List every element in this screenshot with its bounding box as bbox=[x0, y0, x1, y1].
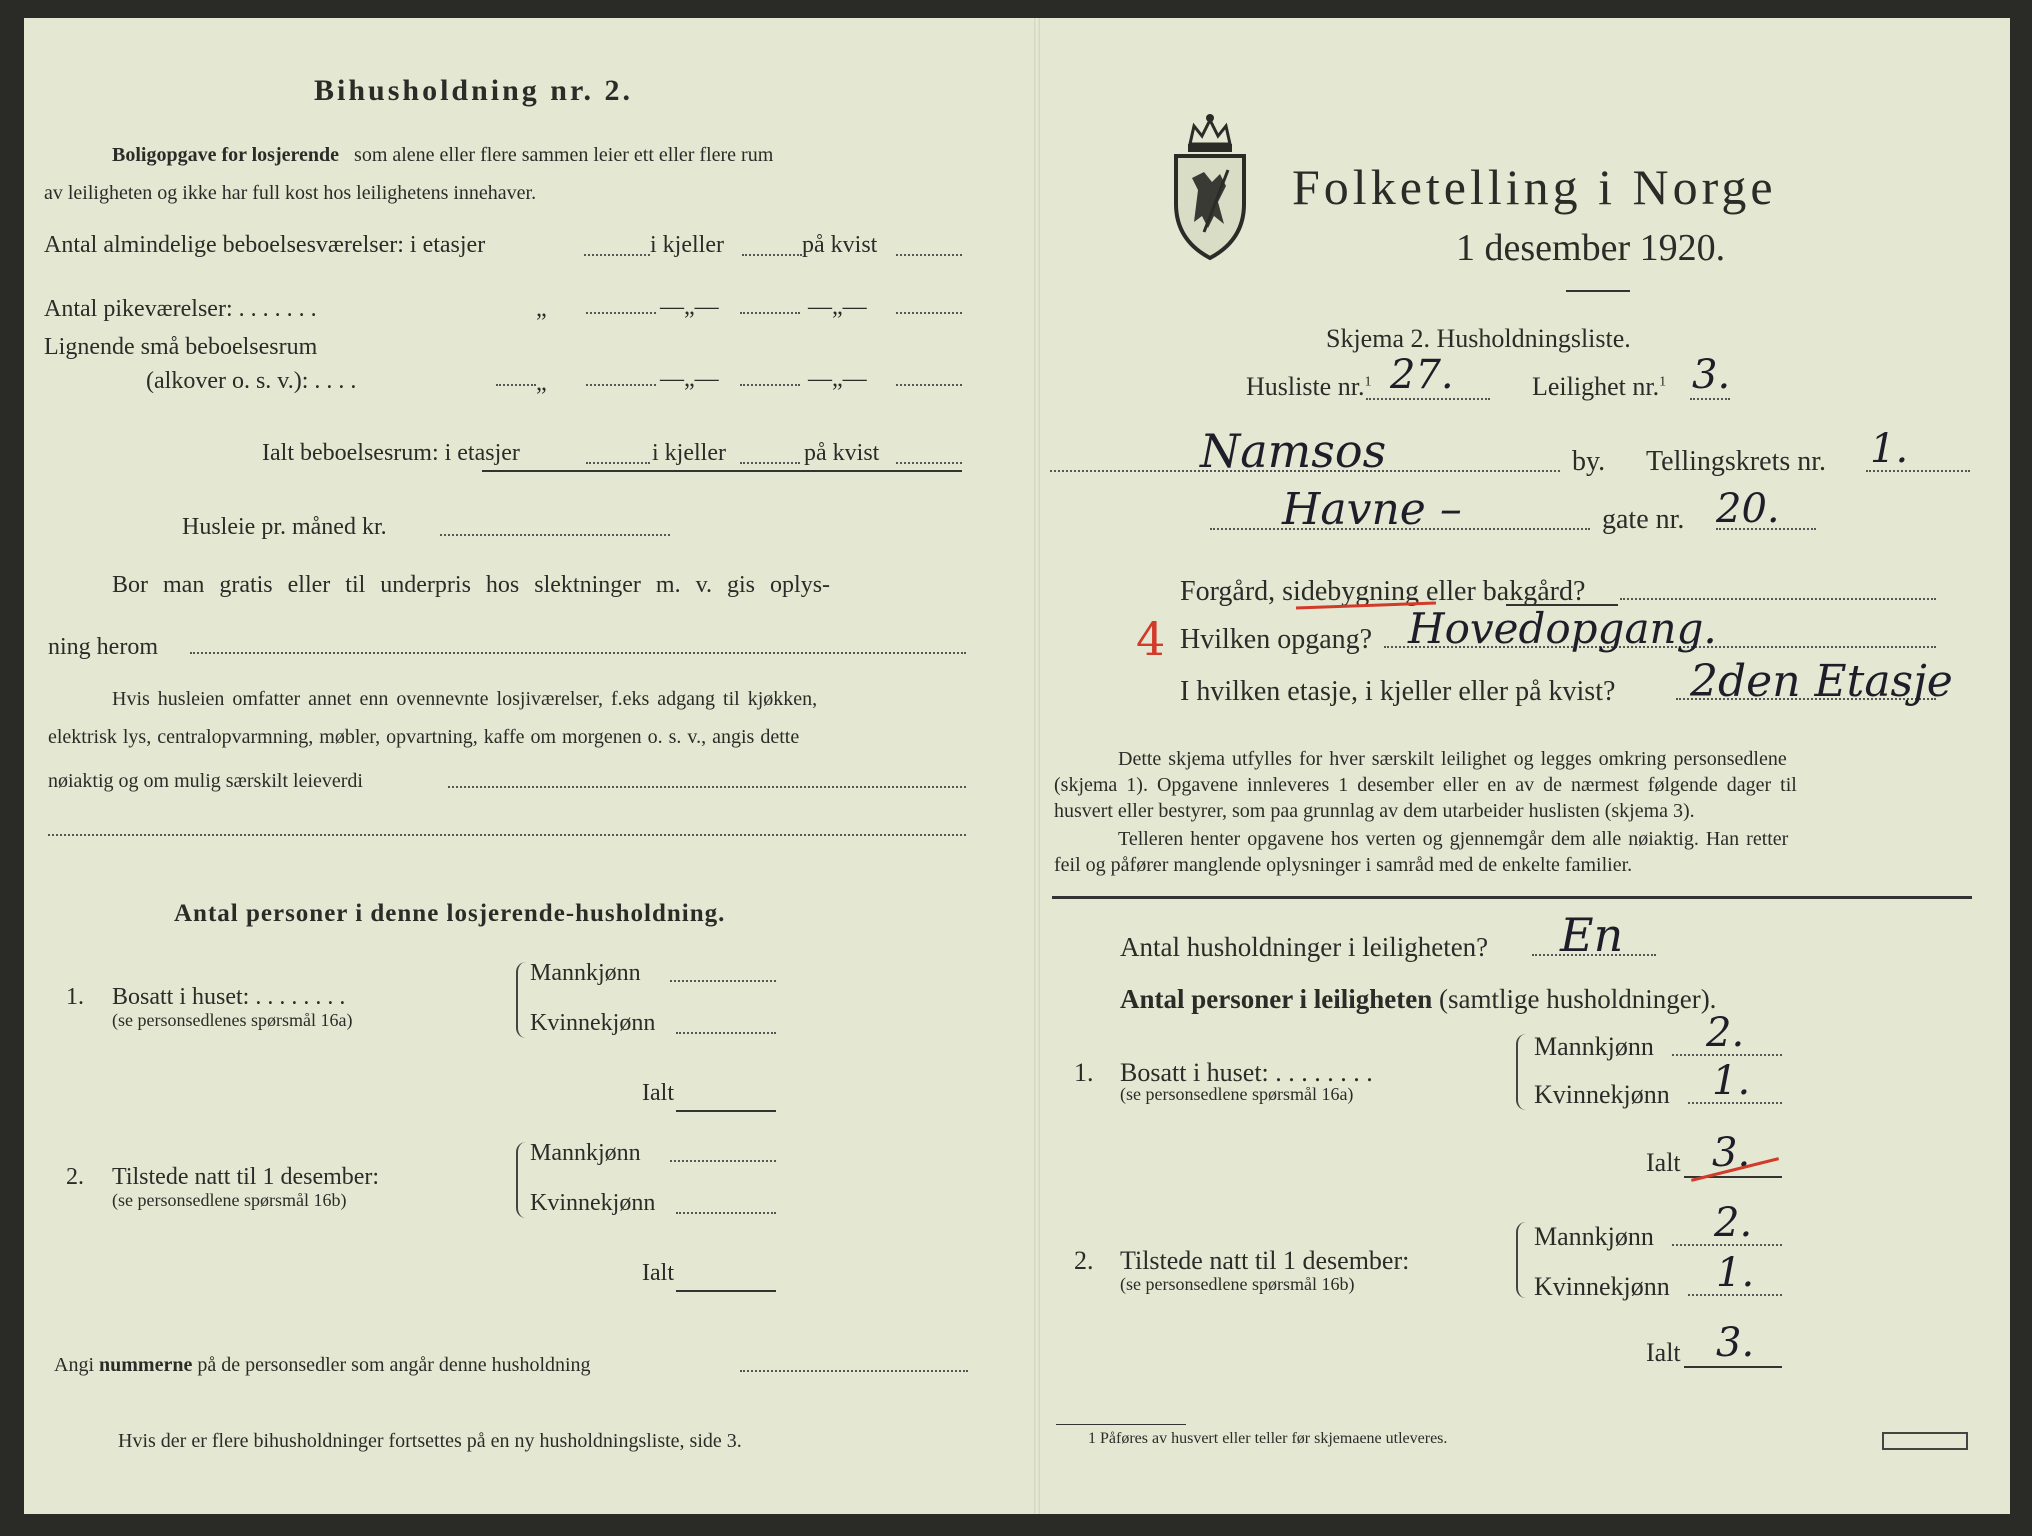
hvis-line-extra bbox=[48, 834, 966, 836]
husliste-label: Husliste nr.$^1$ bbox=[1246, 372, 1372, 401]
lignende-line-1 bbox=[586, 384, 656, 386]
intro-rest: som alene eller flere sammen leier ett eller flere rum bbox=[354, 144, 774, 166]
ialt-kjeller-line bbox=[740, 462, 800, 464]
right-item2-ialt-value: 3. bbox=[1716, 1320, 1755, 1366]
right-item2-mann: Mannkjønn bbox=[1534, 1222, 1654, 1251]
left-item2-sub: (se personsedlene spørsmål 16b) bbox=[112, 1190, 347, 1210]
rooms-kjeller: i kjeller bbox=[650, 232, 724, 258]
lignende-line-3 bbox=[896, 384, 962, 386]
info-line-2: (skjema 1). Opgavene innleveres 1 desember eller en av de nærmest følgende dager til bbox=[1054, 774, 1797, 796]
right-item1-kvinne-value: 1. bbox=[1712, 1058, 1751, 1104]
left-item2-kvinne-line bbox=[676, 1212, 776, 1214]
hush-label: Antal husholdninger i leiligheten? bbox=[1120, 932, 1489, 962]
left-item2-ialt: Ialt bbox=[642, 1260, 674, 1286]
lignende-line-0 bbox=[496, 384, 536, 386]
right-item1-ialt: Ialt bbox=[1646, 1148, 1681, 1177]
left-persons-heading: Antal personer i denne losjerende-husholdning. bbox=[174, 900, 726, 927]
intro-line-1 bbox=[112, 144, 773, 167]
left-item2-ialt-line bbox=[676, 1290, 776, 1292]
right-item2-num: 2. bbox=[1074, 1246, 1094, 1275]
right-item2-label: Tilstede natt til 1 desember: bbox=[1120, 1246, 1410, 1275]
right-persons-heading bbox=[1120, 984, 1716, 1015]
printer-stamp bbox=[1882, 1432, 1968, 1450]
pike-label: Antal pikeværelser: . . . . . . . bbox=[44, 296, 317, 322]
left-item1-mann-line bbox=[670, 980, 776, 982]
left-item1-label: Bosatt i huset: . . . . . . . . bbox=[112, 984, 346, 1010]
rooms-kjeller-line bbox=[742, 254, 802, 256]
angi-post: på de personsedler som angår denne husholdning bbox=[197, 1354, 591, 1376]
left-item2-label: Tilstede natt til 1 desember: bbox=[112, 1164, 380, 1190]
pike-ditto-3: —„— bbox=[808, 294, 867, 320]
left-item2-num: 2. bbox=[66, 1164, 84, 1190]
right-item2-kvinne: Kvinnekjønn bbox=[1534, 1272, 1670, 1301]
right-item1-ialt-value: 3. bbox=[1712, 1130, 1751, 1176]
pike-ditto-1: „ bbox=[536, 296, 547, 322]
lignende-ditto-1: „ bbox=[536, 370, 547, 396]
left-footer: Hvis der er flere bihusholdninger fortsettes på en ny husholdningsliste, side 3. bbox=[118, 1430, 742, 1452]
title-rule bbox=[1566, 290, 1630, 292]
info-line-4: Telleren henter opgavene hos verten og gjennemgår dem alle nøiaktig. Han retter bbox=[1118, 828, 1789, 850]
right-item1-num: 1. bbox=[1074, 1058, 1094, 1087]
census-date: 1 desember 1920. bbox=[1456, 227, 1726, 269]
leilighet-line bbox=[1690, 398, 1730, 400]
krets-value: 1. bbox=[1870, 426, 1909, 472]
leilighet-value: 3. bbox=[1692, 352, 1731, 398]
left-item2-kvinne: Kvinnekjønn bbox=[530, 1190, 656, 1216]
ialt-kvist: på kvist bbox=[804, 440, 880, 466]
left-item1-ialt-line bbox=[676, 1110, 776, 1112]
right-item1-label: Bosatt i huset: . . . . . . . . bbox=[1120, 1058, 1373, 1087]
gratis-line-1: Bor man gratis eller til underpris hos slektninger m. v. gis oplys- bbox=[112, 572, 831, 598]
schema-line: Skjema 2. Husholdningsliste. bbox=[1326, 324, 1631, 353]
left-item1-num: 1. bbox=[66, 984, 84, 1010]
ialt-kvist-line bbox=[896, 462, 962, 464]
hvis-line-2: elektrisk lys, centralopvarmning, møbler, opvartning, kaffe om morgenen o. s. v., angis dette bbox=[48, 726, 800, 748]
pike-ditto-2: —„— bbox=[660, 294, 719, 320]
page-fold bbox=[1034, 18, 1040, 1514]
rooms-label: Antal almindelige beboelsesværelser: i etasjer bbox=[44, 232, 486, 258]
husleie-line bbox=[440, 534, 670, 536]
red-margin-mark: 4 bbox=[1136, 612, 1166, 666]
pike-line-2 bbox=[740, 312, 800, 314]
rooms-kvist: på kvist bbox=[802, 232, 878, 258]
husliste-line bbox=[1366, 398, 1490, 400]
left-item2-mann-line bbox=[670, 1160, 776, 1162]
right-title: Folketelling i Norge bbox=[1292, 159, 1777, 215]
intro-bold: Boligopgave for losjerende bbox=[112, 144, 340, 166]
gratis-line bbox=[190, 652, 966, 654]
info-line-5: feil og påfører manglende oplysninger i samråd med de enkelte familier. bbox=[1054, 854, 1633, 876]
street-value: Havne – bbox=[1282, 484, 1462, 535]
right-item2-brace bbox=[1516, 1222, 1528, 1298]
right-item2-kvinne-value: 1. bbox=[1716, 1250, 1755, 1296]
left-item1-kvinne-line bbox=[676, 1032, 776, 1034]
right-item1-mann-value: 2. bbox=[1706, 1010, 1745, 1056]
right-persons-rest: (samtlige husholdninger). bbox=[1438, 984, 1717, 1014]
left-item1-ialt: Ialt bbox=[642, 1080, 674, 1106]
right-item2-ialt-line bbox=[1684, 1366, 1782, 1368]
left-item2-brace bbox=[516, 1142, 528, 1218]
husliste-value: 27. bbox=[1390, 352, 1454, 398]
lignende-label-2: (alkover o. s. v.): . . . . bbox=[146, 368, 357, 394]
left-item1-mann: Mannkjønn bbox=[530, 960, 641, 986]
rooms-etasjer-line bbox=[584, 254, 650, 256]
lignende-label-1: Lignende små beboelsesrum bbox=[44, 334, 318, 360]
right-item1-mann: Mannkjønn bbox=[1534, 1032, 1654, 1061]
left-title: Bihusholdning nr. 2. bbox=[314, 74, 634, 107]
hvis-line-3: nøiaktig og om mulig særskilt leieverdi bbox=[48, 770, 363, 792]
right-item1-brace bbox=[1516, 1034, 1528, 1110]
city-value: Namsos bbox=[1200, 424, 1387, 478]
angi-line bbox=[54, 1354, 591, 1377]
footnote-rule bbox=[1056, 1424, 1186, 1425]
right-footnote: 1 Påføres av husvert eller teller før skjemaene utleveres. bbox=[1088, 1430, 1448, 1447]
right-item2-sub: (se personsedlene spørsmål 16b) bbox=[1120, 1274, 1355, 1294]
opgang-value: Hovedopgang. bbox=[1408, 604, 1717, 653]
krets-label: Tellingskrets nr. bbox=[1646, 446, 1827, 477]
pike-line-3 bbox=[896, 312, 962, 314]
ialt-etasjer-line bbox=[586, 462, 650, 464]
hvis-line bbox=[448, 786, 966, 788]
husleie-label: Husleie pr. måned kr. bbox=[182, 514, 387, 540]
info-divider bbox=[1052, 896, 1972, 899]
ialt-underline bbox=[482, 470, 962, 472]
info-line-1: Dette skjema utfylles for hver særskilt leilighet og legges omkring personsedlene bbox=[1118, 748, 1787, 770]
lignende-ditto-3: —„— bbox=[808, 366, 867, 392]
lignende-line-2 bbox=[740, 384, 800, 386]
gratis-line-2: ning herom bbox=[48, 634, 158, 660]
hush-value: En bbox=[1560, 908, 1624, 962]
left-item1-kvinne: Kvinnekjønn bbox=[530, 1010, 656, 1036]
opgang-label: Hvilken opgang? bbox=[1180, 624, 1373, 655]
etasje-value: 2den Etasje bbox=[1690, 656, 1953, 707]
by-label: by. bbox=[1572, 446, 1606, 477]
right-persons-bold: Antal personer i leiligheten bbox=[1120, 984, 1433, 1014]
leilighet-label: Leilighet nr.$^1$ bbox=[1532, 372, 1667, 401]
angi-pre: Angi bbox=[54, 1354, 94, 1376]
right-item1-sub: (se personsedlene spørsmål 16a) bbox=[1120, 1084, 1354, 1104]
etasje-label: I hvilken etasje, i kjeller eller på kvist? bbox=[1180, 676, 1616, 707]
forgard-label: Forgård, sidebygning eller bakgård? bbox=[1180, 576, 1586, 607]
forgard-line bbox=[1620, 598, 1936, 600]
rooms-kvist-line bbox=[896, 254, 962, 256]
angi-bold: nummerne bbox=[99, 1354, 193, 1376]
pike-line-1 bbox=[586, 312, 656, 314]
ialt-kjeller: i kjeller bbox=[652, 440, 726, 466]
right-item2-ialt: Ialt bbox=[1646, 1338, 1681, 1367]
lignende-ditto-2: —„— bbox=[660, 366, 719, 392]
ialt-rooms-label: Ialt beboelsesrum: i etasjer bbox=[262, 440, 520, 466]
right-item1-kvinne: Kvinnekjønn bbox=[1534, 1080, 1670, 1109]
norwegian-coat-of-arms-icon bbox=[1168, 112, 1252, 262]
hvis-line-1: Hvis husleien omfatter annet enn ovennevnte losjiværelser, f.eks adgang til kjøkken, bbox=[112, 688, 818, 710]
info-line-3: husvert eller bestyrer, som paa grunnlag av dem utarbeider huslisten (skjema 3). bbox=[1054, 800, 1695, 822]
left-item2-mann: Mannkjønn bbox=[530, 1140, 641, 1166]
gate-label: gate nr. bbox=[1602, 504, 1685, 535]
right-item2-mann-value: 2. bbox=[1714, 1200, 1753, 1246]
left-item1-brace bbox=[516, 962, 528, 1038]
left-item1-sub: (se personsedlenes spørsmål 16a) bbox=[112, 1010, 353, 1030]
angi-dotted-line bbox=[740, 1370, 968, 1372]
intro-line-2: av leiligheten og ikke har full kost hos leilighetens innehaver. bbox=[44, 182, 537, 204]
gate-value: 20. bbox=[1716, 486, 1780, 532]
